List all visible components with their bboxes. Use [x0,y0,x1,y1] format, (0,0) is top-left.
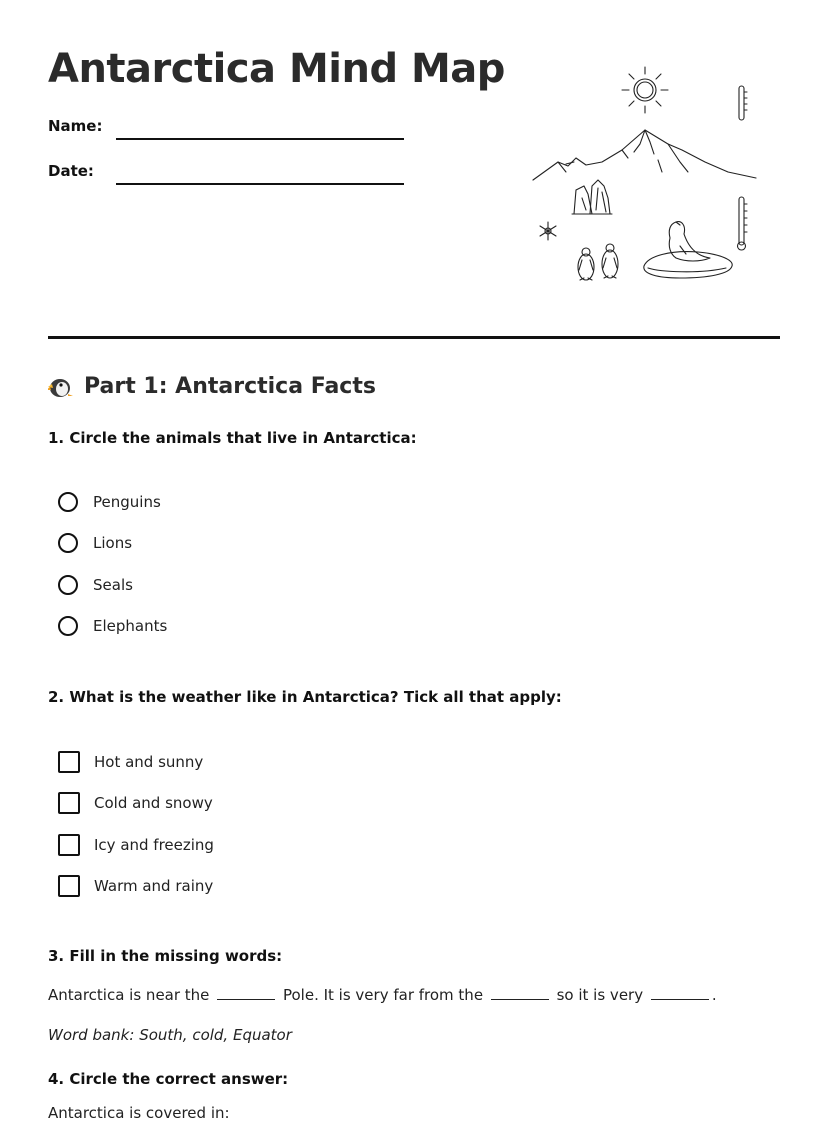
sentence-part: . [711,986,717,1004]
option-label: Lions [93,534,133,552]
date-input-line[interactable] [116,183,404,185]
option-label: Penguins [93,493,161,511]
checkbox-icon[interactable] [58,875,80,897]
name-input-line[interactable] [116,138,404,140]
q2-option-icy-and-freezing[interactable] [58,834,214,856]
sentence-part: so it is very [556,986,644,1004]
option-label: Icy and freezing [94,836,214,854]
circle-icon[interactable] [58,533,78,553]
name-label: Name: [48,117,103,135]
question-2-prompt: 2. What is the weather like in Antarctica? Tick all that apply: [48,688,562,706]
penguins-icon [578,244,618,280]
checkbox-icon[interactable] [58,792,80,814]
checkbox-icon[interactable] [58,834,80,856]
question-1-prompt: 1. Circle the animals that live in Antarctica: [48,429,417,447]
q1-option-penguins[interactable] [58,492,161,512]
blank-3[interactable] [651,987,709,1000]
question-4-prompt: 4. Circle the correct answer: [48,1070,289,1088]
question-3-prompt: 3. Fill in the missing words: [48,947,283,965]
q1-option-seals[interactable] [58,575,133,595]
word-bank: Word bank: South, cold, Equator [48,1026,292,1044]
q1-option-lions[interactable] [58,533,132,553]
seal-on-ice-icon [644,222,732,278]
circle-icon[interactable] [58,616,78,636]
option-label: Elephants [93,617,168,635]
antarctica-illustration [530,62,765,287]
option-label: Seals [93,576,133,594]
part1-title-text: Part 1: Antarctica Facts [84,374,376,399]
fill-in-sentence [48,986,717,1004]
sentence-part: Antarctica is near the [48,986,210,1004]
date-label: Date: [48,162,94,180]
q2-option-hot-and-sunny[interactable] [58,751,203,773]
option-label: Hot and sunny [94,753,204,771]
worksheet-title: Antarctica Mind Map [48,46,505,92]
q2-option-cold-and-snowy[interactable] [58,792,213,814]
option-label: Cold and snowy [94,794,213,812]
penguin-icon [48,376,76,398]
circle-icon[interactable] [58,492,78,512]
circle-icon[interactable] [58,575,78,595]
sun-icon [622,67,668,113]
thermometer-icon [739,86,747,120]
q2-option-warm-and-rainy[interactable] [58,875,213,897]
checkbox-icon[interactable] [58,751,80,773]
option-label: Warm and rainy [94,877,214,895]
sentence-part: Pole. It is very far from the [282,986,484,1004]
snowflake-icon [540,222,556,240]
part1-title [48,374,376,399]
question-4-stem: Antarctica is covered in: [48,1104,230,1122]
q1-option-elephants[interactable] [58,616,167,636]
tall-thermometer-icon [738,197,748,250]
blank-2[interactable] [491,987,549,1000]
section-divider [48,336,780,339]
iceberg-icon [572,180,612,214]
blank-1[interactable] [217,987,275,1000]
mountains-icon [533,130,756,180]
